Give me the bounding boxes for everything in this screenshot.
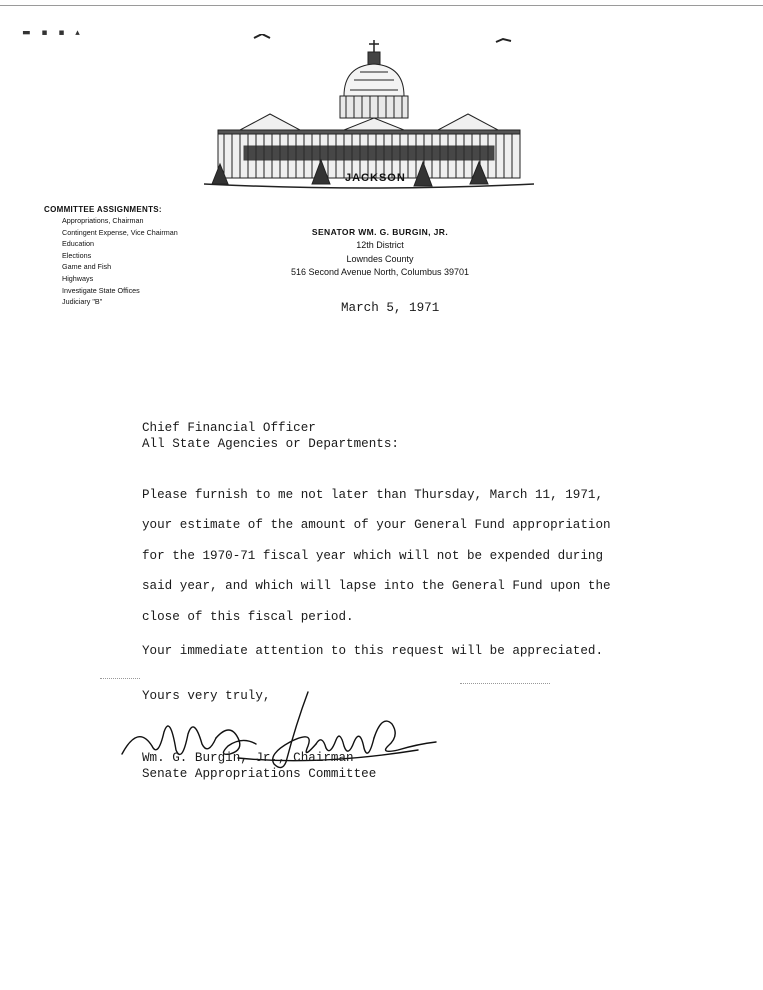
committee-item: Education [62,239,94,249]
signatory-title: Senate Appropriations Committee [142,767,377,781]
committee-item: Contingent Expense, Vice Chairman [62,227,178,237]
capitol-label: JACKSON [345,172,406,184]
body-line: close of this fiscal period. [142,609,354,624]
body-line: your estimate of the amount of your General Fund appropriation [142,518,611,533]
scan-specks: ▬ ▪ ▪ ▴ [22,28,84,38]
committee-item: Appropriations, Chairman [62,216,144,225]
body-line: Please furnish to me not later than Thursday, March 11, 1971, [142,488,604,502]
committee-item: Game and Fish [62,262,112,272]
committee-item: Investigate State Offices [62,285,140,295]
senator-county: Lowndes County [346,253,414,264]
committee-item: Highways [62,273,94,283]
closing-paragraph: Your immediate attention to this request will be appreciated. [142,644,604,658]
letter-body [142,480,611,632]
senator-district: 12th District [356,240,404,250]
committee-item: Elections [62,250,92,260]
committee-assignments [44,205,178,308]
committee-title: COMMITTEE ASSIGNMENTS: [44,205,162,214]
valediction: Yours very truly, [142,689,271,703]
signatory-name: Wm. G. Burgin, Jr., Chairman [142,751,354,765]
letterhead [262,225,498,280]
committee-list [62,215,178,308]
committee-item: Judiciary "B" [62,297,103,307]
senator-address: 516 Second Avenue North, Columbus 39701 [291,267,469,277]
recipient-line-2: All State Agencies or Departments: [142,437,399,451]
scan-dots [100,678,140,679]
body-line: for the 1970-71 fiscal year which will not be expended during [142,548,604,563]
letter-date: March 5, 1971 [341,301,440,315]
senator-name: SENATOR WM. G. BURGIN, JR. [311,227,449,237]
scan-top-edge-line [0,5,763,6]
body-line: said year, and which will lapse into the General Fund upon the [142,579,611,594]
scan-dots [460,683,550,684]
recipient-line-1: Chief Financial Officer [142,421,316,435]
signatory-block [142,750,376,782]
